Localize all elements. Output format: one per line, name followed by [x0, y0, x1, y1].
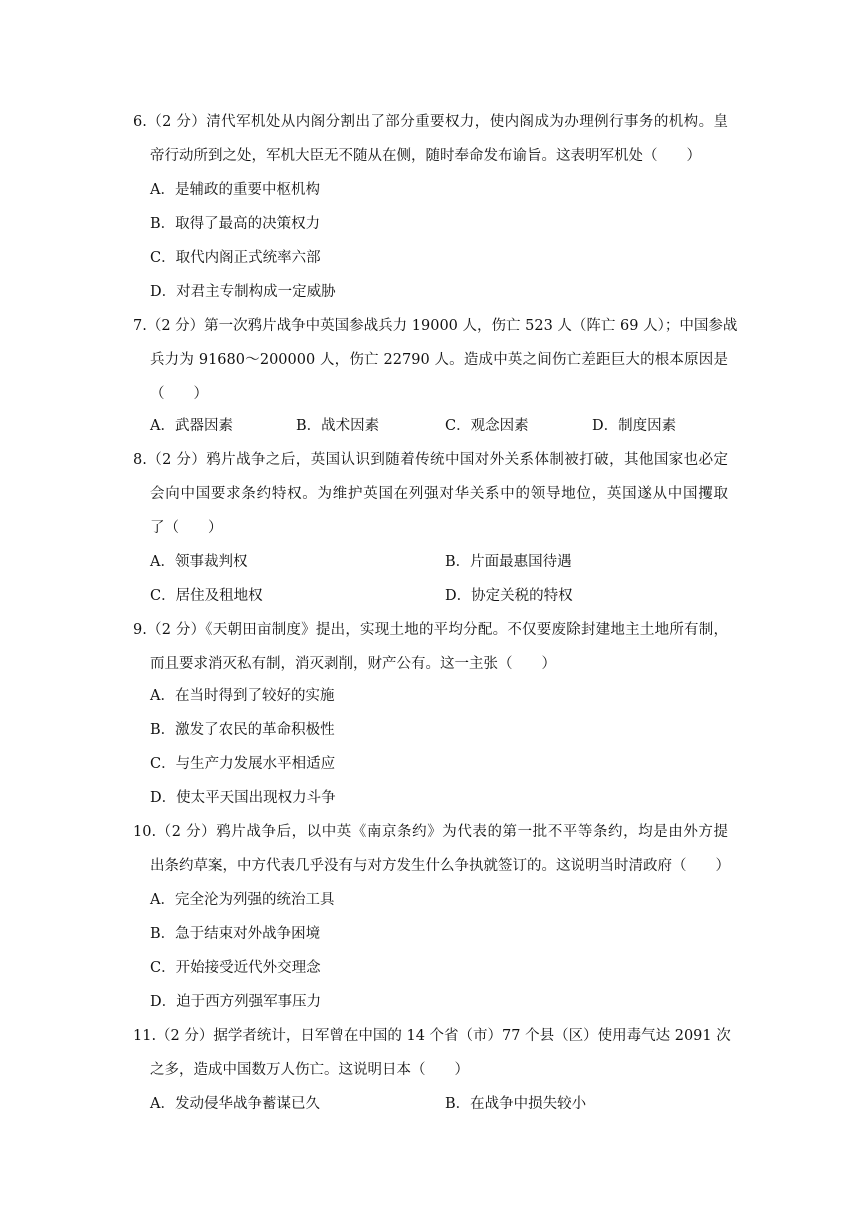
question-10-text-line-1: 10.（2 分）鸦片战争后，以中英《南京条约》为代表的第一批不平等条约，均是由外方提 [133, 824, 728, 840]
question-8-option-d: D．协定关税的特权 [445, 588, 573, 604]
question-7-text-line-2: 兵力为 91680～200000 人，伤亡 22790 人。造成中英之间伤亡差距巨大的根本原因是 [150, 352, 728, 368]
question-9-option-a: A．在当时得到了较好的实施 [150, 688, 335, 704]
question-9-option-c: C．与生产力发展水平相适应 [150, 756, 336, 772]
question-10-option-c: C．开始接受近代外交理念 [150, 960, 321, 976]
question-9-option-d: D．使太平天国出现权力斗争 [150, 790, 336, 806]
question-10-option-d: D．迫于西方列强军事压力 [150, 994, 322, 1010]
question-11-text-line-1: 11.（2 分）据学者统计，日军曾在中国的 14 个省（市）77 个县（区）使用毒气达 2091 次 [133, 1028, 731, 1044]
question-6-option-a: A．是辅政的重要中枢机构 [150, 182, 320, 198]
question-8-option-b: B．片面最惠国待遇 [445, 554, 572, 570]
question-6-option-d: D．对君主专制构成一定威胁 [150, 284, 336, 300]
question-8-option-c: C．居住及租地权 [150, 588, 263, 604]
question-10-option-b: B．急于结束对外战争困境 [150, 926, 321, 942]
question-9-text-line-2: 而且要求消灭私有制，消灭剥削，财产公有。这一主张（ ） [150, 656, 556, 672]
question-8-text-line-2: 会向中国要求条约特权。为维护英国在列强对华关系中的领导地位，英国遂从中国攫取 [150, 486, 728, 502]
question-11-text-line-2: 之多，造成中国数万人伤亡。这说明日本（ ） [150, 1062, 469, 1078]
question-9-text-line-1: 9.（2 分）《天朝田亩制度》提出，实现土地的平均分配。不仅要废除封建地主土地所有制， [133, 622, 728, 638]
question-8-option-a: A．领事裁判权 [150, 554, 248, 570]
question-7-text-line-3: （ ） [150, 386, 208, 402]
question-11-option-b: B．在战争中损失较小 [445, 1096, 587, 1112]
question-10-option-a: A．完全沦为列强的统治工具 [150, 892, 335, 908]
question-7-option-b: B．战术因素 [296, 418, 380, 434]
question-7-text-line-1: 7.（2 分）第一次鸦片战争中英国参战兵力 19000 人，伤亡 523 人（阵亡 69 人）；中国参战 [133, 318, 738, 334]
question-9-option-b: B．激发了农民的革命积极性 [150, 722, 335, 738]
question-8-text-line-3: 了（ ） [150, 520, 223, 536]
question-6-option-c: C．取代内阁正式统率六部 [150, 250, 321, 266]
question-7-option-d: D．制度因素 [592, 418, 677, 434]
question-11-option-a: A．发动侵华战争蓄谋已久 [150, 1096, 320, 1112]
question-7-option-c: C．观念因素 [445, 418, 529, 434]
question-10-text-line-2: 出条约草案，中方代表几乎没有与对方发生什么争执就签订的。这说明当时清政府（ ） [150, 858, 730, 874]
question-8-text-line-1: 8.（2 分）鸦片战争之后，英国认识到随着传统中国对外关系体制被打破，其他国家也必定 [133, 452, 728, 468]
question-6-option-b: B．取得了最高的决策权力 [150, 216, 321, 232]
question-6-text-line-2: 帝行动所到之处，军机大臣无不随从在侧，随时奉命发布谕旨。这表明军机处（ ） [150, 148, 701, 164]
question-7-option-a: A．武器因素 [150, 418, 233, 434]
question-6-text-line-1: 6.（2 分）清代军机处从内阁分割出了部分重要权力，使内阁成为办理例行事务的机构。皇 [133, 114, 728, 130]
